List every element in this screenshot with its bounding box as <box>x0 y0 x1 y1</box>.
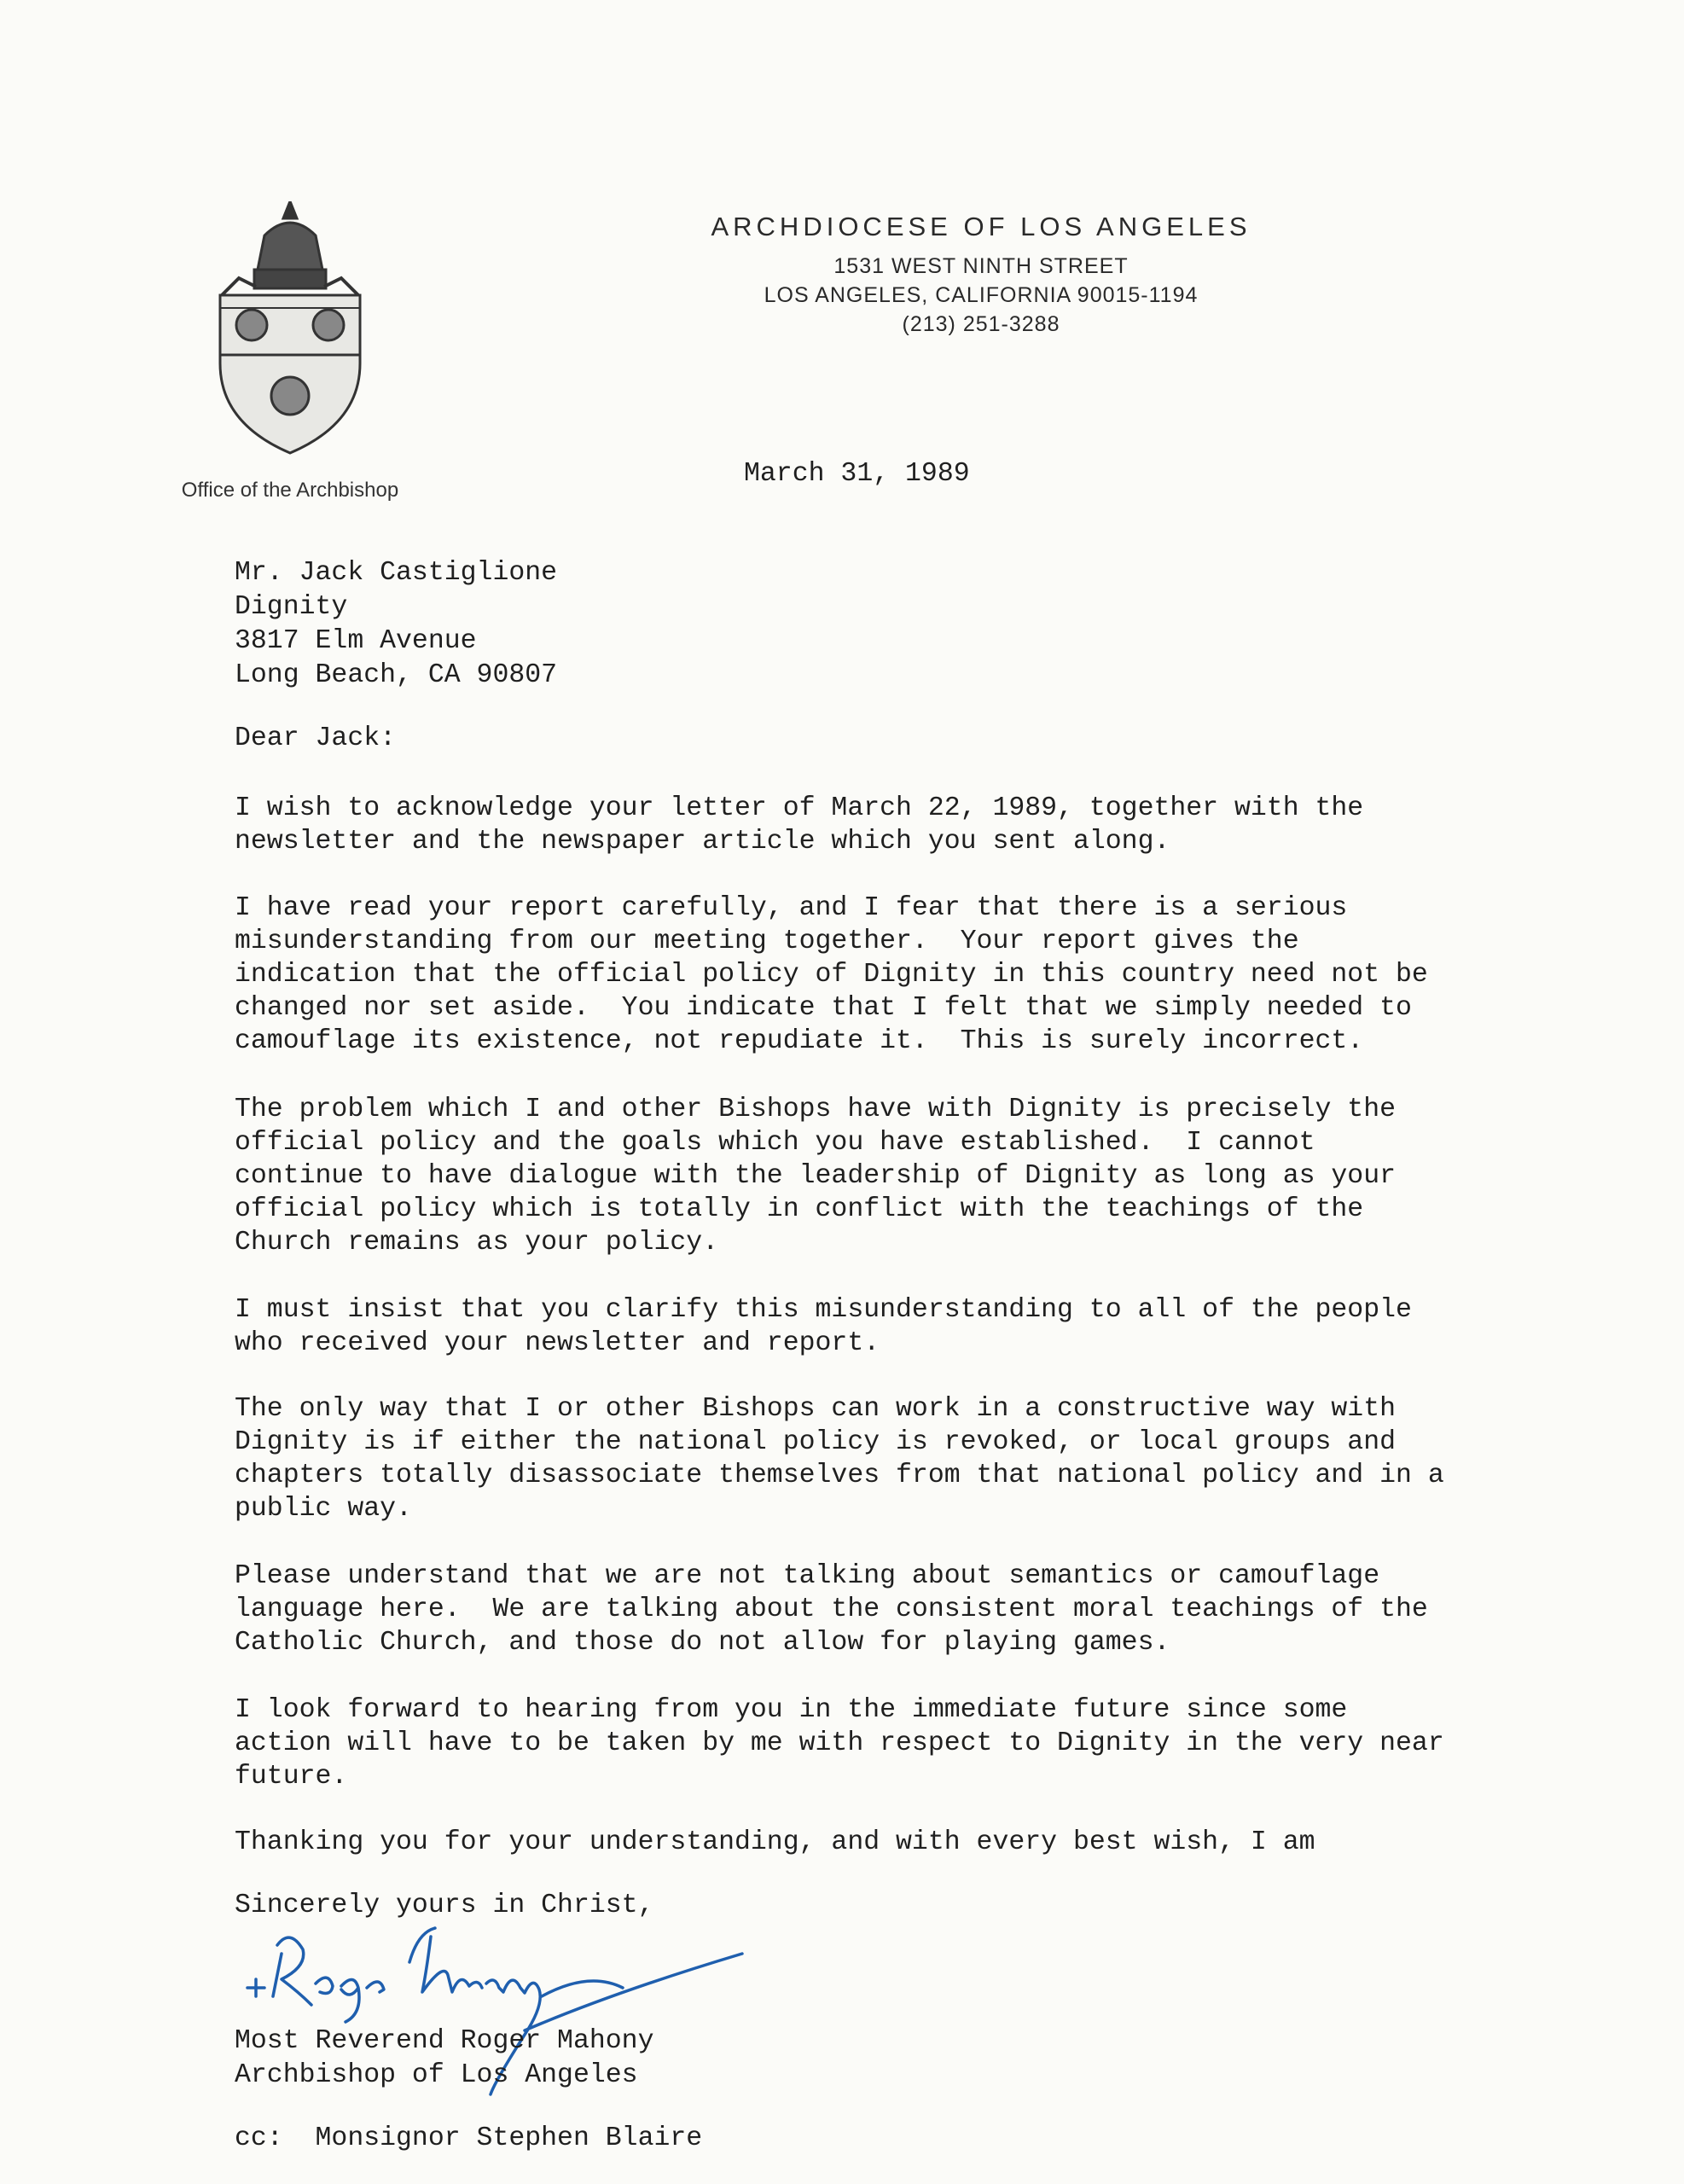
body-paragraph: I must insist that you clarify this misunderstanding to all of the people who received your newsletter and report. <box>235 1295 1412 1358</box>
letterhead-phone: (213) 251-3288 <box>902 312 1060 336</box>
body-paragraph: The only way that I or other Bishops can work in a constructive way with Dignity is if either the national policy is revoked, or local groups and chapters totally disassociate themselves from that national policy and in a public way. <box>235 1394 1444 1524</box>
recipient-name: Mr. Jack Castiglione <box>235 558 558 588</box>
recipient-organization: Dignity <box>235 592 348 622</box>
body-paragraph: Thanking you for your understanding, and with every best wish, I am <box>235 1827 1315 1857</box>
body-paragraph: I look forward to hearing from you in the immediate future since some action will have to be taken by me with respect to Dignity in the very near future. <box>235 1695 1444 1792</box>
letter-date: March 31, 1989 <box>744 459 970 489</box>
body-paragraph: I wish to acknowledge your letter of March 22, 1989, together with the newsletter and the newspaper article which you sent along. <box>235 793 1364 857</box>
salutation: Dear Jack: <box>235 723 397 753</box>
signature-block <box>235 2024 653 2093</box>
signer-name: Most Reverend Roger Mahony <box>235 2026 654 2056</box>
recipient-city: Long Beach, CA 90807 <box>235 660 558 690</box>
signer-title: Archbishop of Los Angeles <box>235 2060 638 2090</box>
letterhead-organization: ARCHDIOCESE OF LOS ANGELES <box>711 212 1251 241</box>
letterhead-city: LOS ANGELES, CALIFORNIA 90015-1194 <box>764 283 1199 307</box>
coat-of-arms-seal-icon <box>205 201 375 457</box>
body-paragraph: The problem which I and other Bishops have with Dignity is precisely the official policy and the goals which you have established. I cannot continue to have dialogue with the leadership of Dignity as long as your official policy which is totally in conflict with the teachings of the Church remains as your policy. <box>235 1095 1397 1258</box>
body-paragraph: Please understand that we are not talking about semantics or camouflage language here. We are talking about the consistent moral teachings of the Catholic Church, and those do not allow for playing games. <box>235 1561 1428 1658</box>
letterhead-street: 1531 WEST NINTH STREET <box>833 254 1129 278</box>
recipient-street: 3817 Elm Avenue <box>235 626 477 656</box>
carbon-copy-line: cc: Monsignor Stephen Blaire <box>235 2123 703 2153</box>
complimentary-closing: Sincerely yours in Christ, <box>235 1891 654 1920</box>
recipient-address <box>235 556 557 693</box>
body-paragraph: I have read your report carefully, and I fear that there is a serious misunderstanding from our meeting together. Your report gives the indication that the official policy of Dignity in this country need not be changed nor set aside. You indicate that I felt that we simply needed to camouflage its existence, not repudiate it. This is surely incorrect. <box>235 893 1428 1056</box>
office-of-archbishop-label: Office of the Archbishop <box>181 479 399 502</box>
